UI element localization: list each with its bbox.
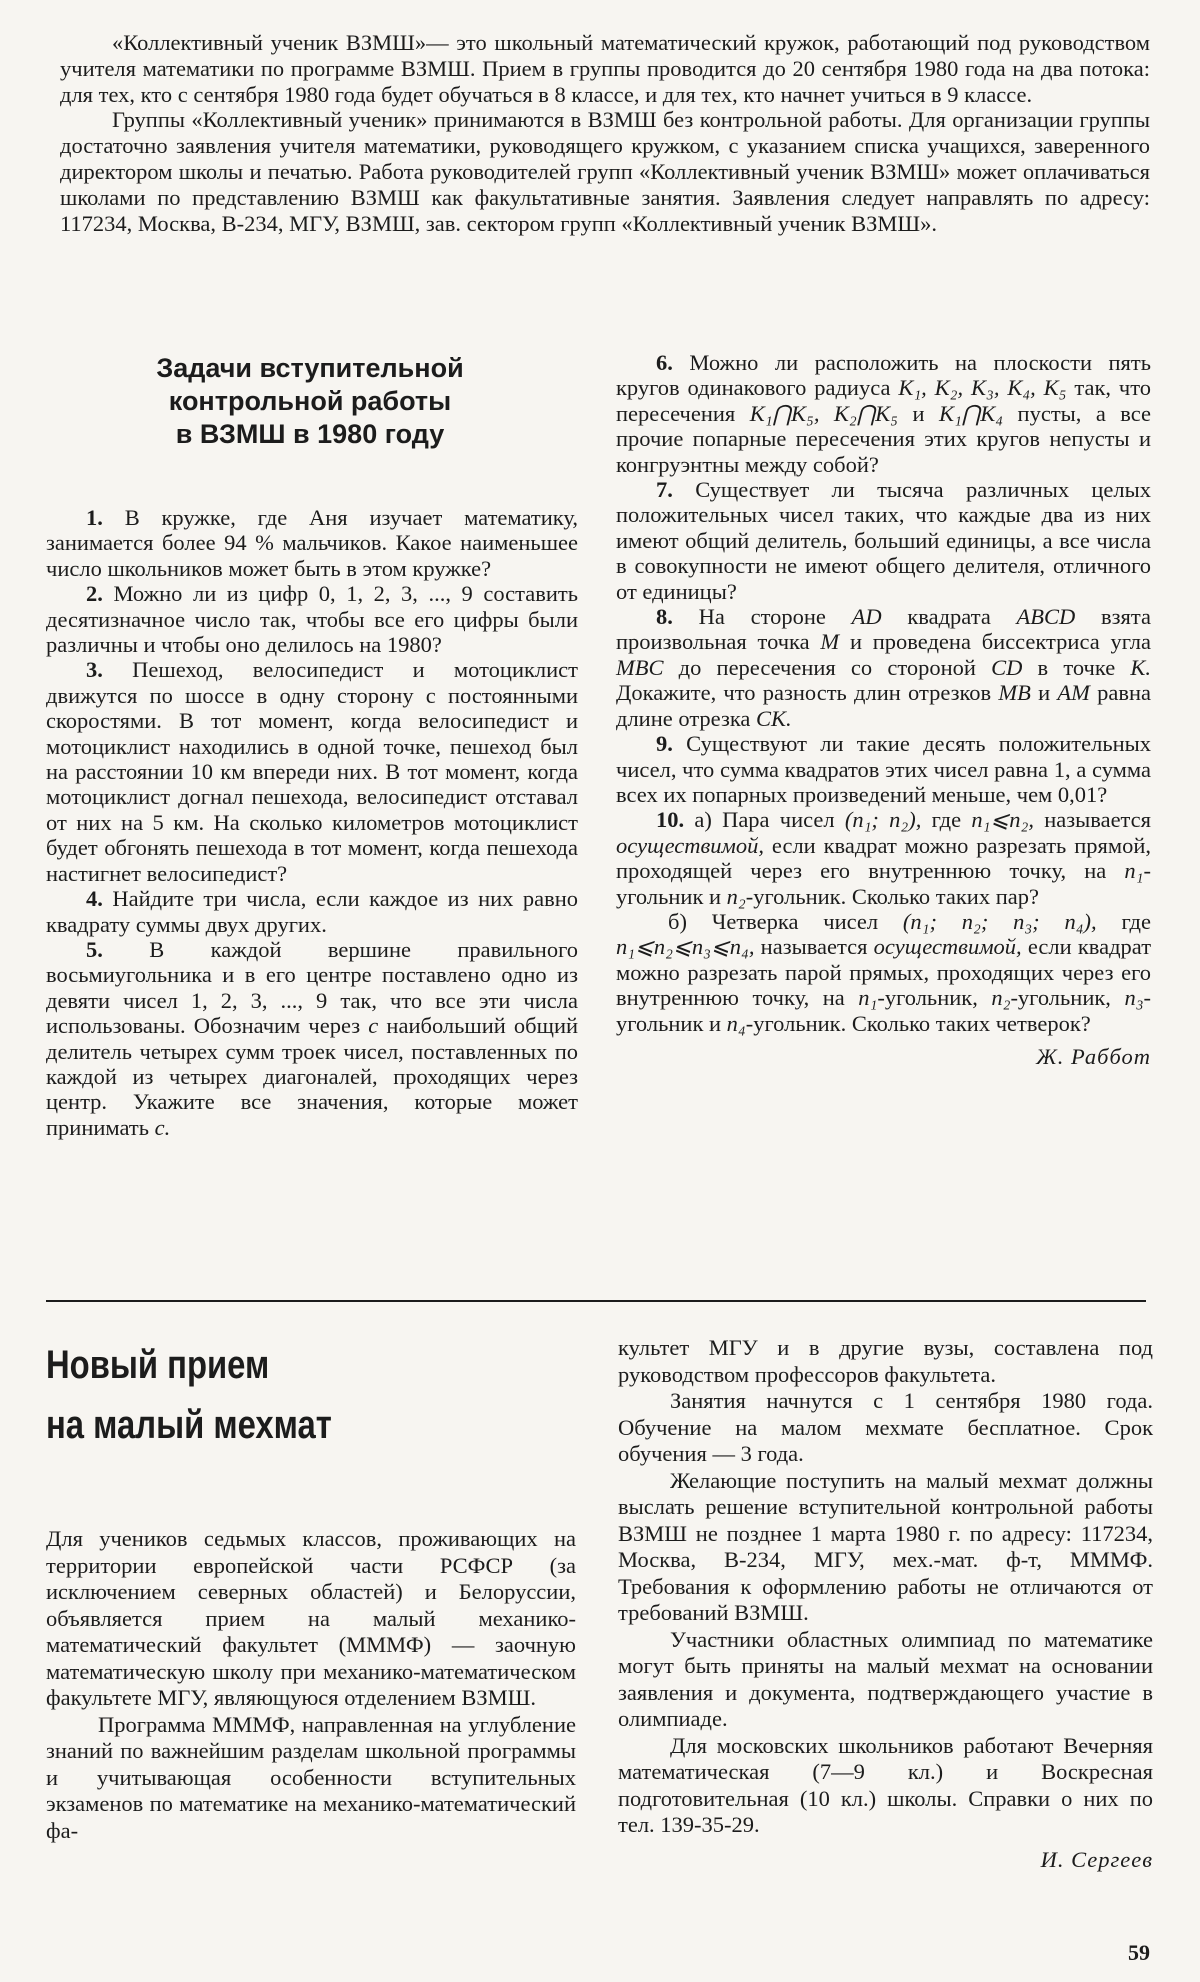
math-expression: n₄ [726, 1010, 746, 1036]
math-expression: n₂ [726, 883, 746, 909]
task-10b [616, 909, 1151, 1036]
intro-section [60, 30, 1150, 236]
tasks-title [120, 352, 500, 451]
task-number: 4. [86, 886, 103, 912]
math-expression: ABCD [1016, 604, 1076, 630]
news-title-line-1: Новый прием [46, 1343, 270, 1387]
task-number: 8. [656, 604, 673, 630]
news-title-line-2: на малый мехмат [46, 1403, 332, 1447]
news-paragraph-6: Участники областных олимпиад по математике могут быть приняты на малый мехмат на основании заявления и документа, подтверждающего участие в олимпиаде. [618, 1626, 1153, 1731]
tasks-author-signature: Ж. Раббот [1036, 1043, 1151, 1069]
tasks-title-line-2: контрольной работы [168, 386, 452, 416]
task-text: равна длине отрезка [616, 680, 1152, 731]
task-text: Можно ли расположить на плоскости пять кругов одинакового радиуса [616, 350, 1151, 401]
task-text: На стороне [698, 604, 826, 630]
task-number: 9. [656, 731, 673, 757]
page-number: 59 [1128, 1940, 1150, 1965]
math-expression: n₁⩽n₂, [971, 807, 1034, 833]
tasks-title-line-3: в ВЗМШ в 1980 году [175, 419, 445, 449]
math-expression: K₁⋂K₅, K₂⋂K₅ [749, 400, 899, 426]
math-expression: (n₁; n₂; n₃; n₄), [902, 908, 1097, 934]
math-expression: n₁⩽n₂⩽n₃⩽n₄, [616, 934, 755, 960]
task-text: в точке [1037, 654, 1116, 680]
news-paragraph-2: Программа МММФ, направленная на углубление знаний по важнейшим разделам школьной программы и учитывающая особенности вступительных экзаменов по математике на механико-математический фа- [46, 1711, 576, 1843]
task-7 [616, 477, 1151, 604]
task-text: В кружке, где Аня изучает математику, занимается более 94 % мальчиков. Какое наименьшее число школьников может быть в этом кружке? [46, 505, 579, 581]
task-6 [616, 350, 1151, 477]
task-text: наибольший общий делитель четырех сумм троек чисел, поставленных по каждой из четырех диагоналей, проходящих через центр. Укажите все значения, которые может принимать [46, 1013, 579, 1140]
task-text: где [1121, 908, 1151, 934]
news-right-column [618, 1335, 1153, 1873]
task-10a [616, 807, 1151, 909]
news-paragraph-4: Занятия начнутся с 1 сентября 1980 года. Обучение на малом мехмате бесплатное. Срок обучения — 3 года. [618, 1388, 1153, 1466]
task-text: называется [760, 934, 868, 960]
math-variable: c. [154, 1114, 171, 1140]
task-number: 1. [86, 505, 103, 530]
task-2 [46, 581, 578, 657]
task-text: до пересечения со стороной [678, 654, 976, 680]
task-text: Существует ли тысяча различных целых положительных чисел таких, что каждые два из них имеют общий делитель, больший единицы, а все числа в совокупности не имеют общего делителя, отличного от единицы? [616, 477, 1152, 604]
math-expression: MB [998, 680, 1031, 706]
task-4 [46, 886, 578, 937]
task-1 [46, 505, 578, 581]
task-number: 3. [86, 657, 103, 683]
math-expression: K₁⋂K₄ [938, 400, 1004, 426]
task-text: Существуют ли такие десять положительных чисел, что сумма квадратов этих чисел равна 1, а сумма всех их попарных произведений меньше, чем 0,01? [616, 731, 1151, 807]
task-text: Докажите, что разность длин отрезков [616, 680, 992, 706]
news-paragraph-7: Для московских школьников работают Вечерняя математическая (7—9 кл.) и Воскресная подготовительная (10 кл.) школы. Справки о них по тел. 139-35-29. [618, 1732, 1153, 1837]
task-text: Можно ли из цифр 0, 1, 2, 3, ..., 9 составить десятизначное число так, чтобы все его цифры были различны и чтобы оно делилось на 1980? [46, 581, 579, 658]
emphasis-term: осуществимой, [616, 832, 765, 858]
tasks-title-line-1: Задачи вступительной [156, 353, 464, 383]
task-text: квадрата [907, 604, 991, 630]
emphasis-term: осуществимой, [873, 934, 1022, 960]
math-expression: CD [991, 654, 1023, 680]
task-number: 5. [86, 936, 103, 962]
task-text: -угольник и [616, 985, 1152, 1036]
task-text: если квадрат можно разрезать прямой, проходящей через его внутреннюю точку, на [616, 832, 1151, 884]
task-text: -угольник. Сколько таких четверок? [745, 1010, 1091, 1036]
math-expression: MBC [616, 654, 664, 680]
task-text: где [931, 807, 962, 833]
math-expression: n₁ [858, 985, 878, 1011]
task-text: Найдите три числа, если каждое из них равно квадрату суммы двух других. [46, 886, 579, 937]
math-expression: n₃ [1124, 985, 1144, 1011]
task-number: 7. [656, 477, 673, 503]
task-5 [46, 937, 578, 1140]
math-expression: M [820, 629, 840, 655]
task-text: а) Пара чисел [694, 807, 835, 833]
task-3 [46, 657, 578, 886]
math-expression: AD [851, 604, 882, 630]
task-text: если квадрат можно разрезать парой прямых, проходящих через его внутреннюю точку, на [616, 934, 1152, 1011]
task-number: 2. [86, 581, 103, 607]
news-title [46, 1335, 472, 1455]
math-expression: AM [1057, 680, 1090, 706]
task-number: 6. [656, 350, 673, 375]
task-text: В каждой вершине правильного восьмиугольника и в его центре поставлено одно из девяти чисел 1, 2, 3, ..., 9 так, что все эти числа использованы. Обозначим через [46, 936, 578, 1039]
math-expression: K₁, K₂, K₃, K₄, K₅ [898, 375, 1067, 401]
task-text: взята произвольная точка [616, 604, 1151, 655]
task-text: -угольник. Сколько таких пар? [745, 883, 1039, 909]
task-text: -угольник, [1010, 985, 1111, 1011]
task-text: -угольник и [616, 858, 1151, 909]
task-text: называется [1044, 807, 1151, 833]
task-text: б) Четверка чисел [668, 908, 879, 934]
task-text: и проведена биссектриса угла [849, 629, 1152, 655]
task-8 [616, 604, 1151, 731]
task-9 [616, 731, 1151, 807]
news-paragraph-1: Для учеников седьмых классов, проживающих на территории европейской части РСФСР (за исключением северных областей) и Белоруссии, объявляется прием на малый механико-математический факультет (МММФ) — заочную математическую школу при механико-математическом факультете МГУ, являющуюся отделением ВЗМШ. [46, 1526, 576, 1710]
math-expression: n₂ [991, 985, 1011, 1011]
tasks-right-column [616, 350, 1151, 1069]
task-text: и [912, 400, 925, 426]
task-text: и [1038, 680, 1051, 706]
task-text: пусты, а все прочие попарные пересечения этих кругов непусты и конгруэнтны между собой? [616, 400, 1152, 477]
task-text: -угольник, [877, 985, 978, 1011]
intro-paragraph-1: «Коллективный ученик ВЗМШ»— это школьный математический кружок, работающий под руководством учителя математики по программе ВЗМШ. Прием в группы проводится до 20 сентября 1980 года на два потока: для тех, кто с сентября 1980 года будет обучаться в 8 классе, и для тех, кто начнет учиться в 9 классе. [60, 30, 1150, 107]
intro-paragraph-2: Группы «Коллективный ученик» принимаются в ВЗМШ без контрольной работы. Для организации группы достаточно заявления учителя математики, руководящего кружком, с указанием списка учащихся, заверенного директором школы и печатью. Работа руководителей групп «Коллективный ученик ВЗМШ» может оплачиваться школами по представлению ВЗМШ как факультативные занятия. Заявления следует направлять по адресу: 117234, Москва, В-234, МГУ, ВЗМШ, зав. сектором групп «Коллективный ученик ВЗМШ». [60, 107, 1150, 236]
news-paragraph-3: культет МГУ и в другие вузы, составлена под руководством профессоров факультета. [618, 1335, 1153, 1387]
tasks-left-column [46, 505, 578, 1140]
section-divider [46, 1300, 1146, 1302]
task-text: Пешеход, велосипедист и мотоциклист движутся по шоссе в одну сторону с постоянными скоростями. В тот момент, когда велосипедист и мотоциклист находились в одной точке, пешеход был на расстоянии 10 км впереди них. В тот момент, когда мотоциклист догнал пешехода, велосипедист отставал от них на 5 км. На сколько километров мотоциклист будет обгонять пешехода в тот момент, когда пешехода настигнет велосипедист? [46, 657, 578, 886]
math-expression: n₁ [1124, 858, 1144, 884]
math-expression: (n₁; n₂), [844, 807, 922, 833]
math-expression: CK. [756, 705, 792, 731]
math-variable: c [368, 1013, 379, 1039]
news-left-column [46, 1526, 576, 1844]
task-number: 10. [656, 807, 685, 833]
news-paragraph-5: Желающие поступить на малый мехмат должны выслать решение вступительной контрольной работы ВЗМШ не позднее 1 марта 1980 г. по адресу: 117234, Москва, В-234, МГУ, мех.-мат. ф-т, МММФ. Требования к оформлению работы не отличаются от требований ВЗМШ. [618, 1467, 1153, 1625]
task-text: так, что пересечения [616, 375, 1151, 426]
news-author-signature: И. Сергеев [1040, 1846, 1153, 1872]
math-expression: K. [1130, 654, 1152, 680]
